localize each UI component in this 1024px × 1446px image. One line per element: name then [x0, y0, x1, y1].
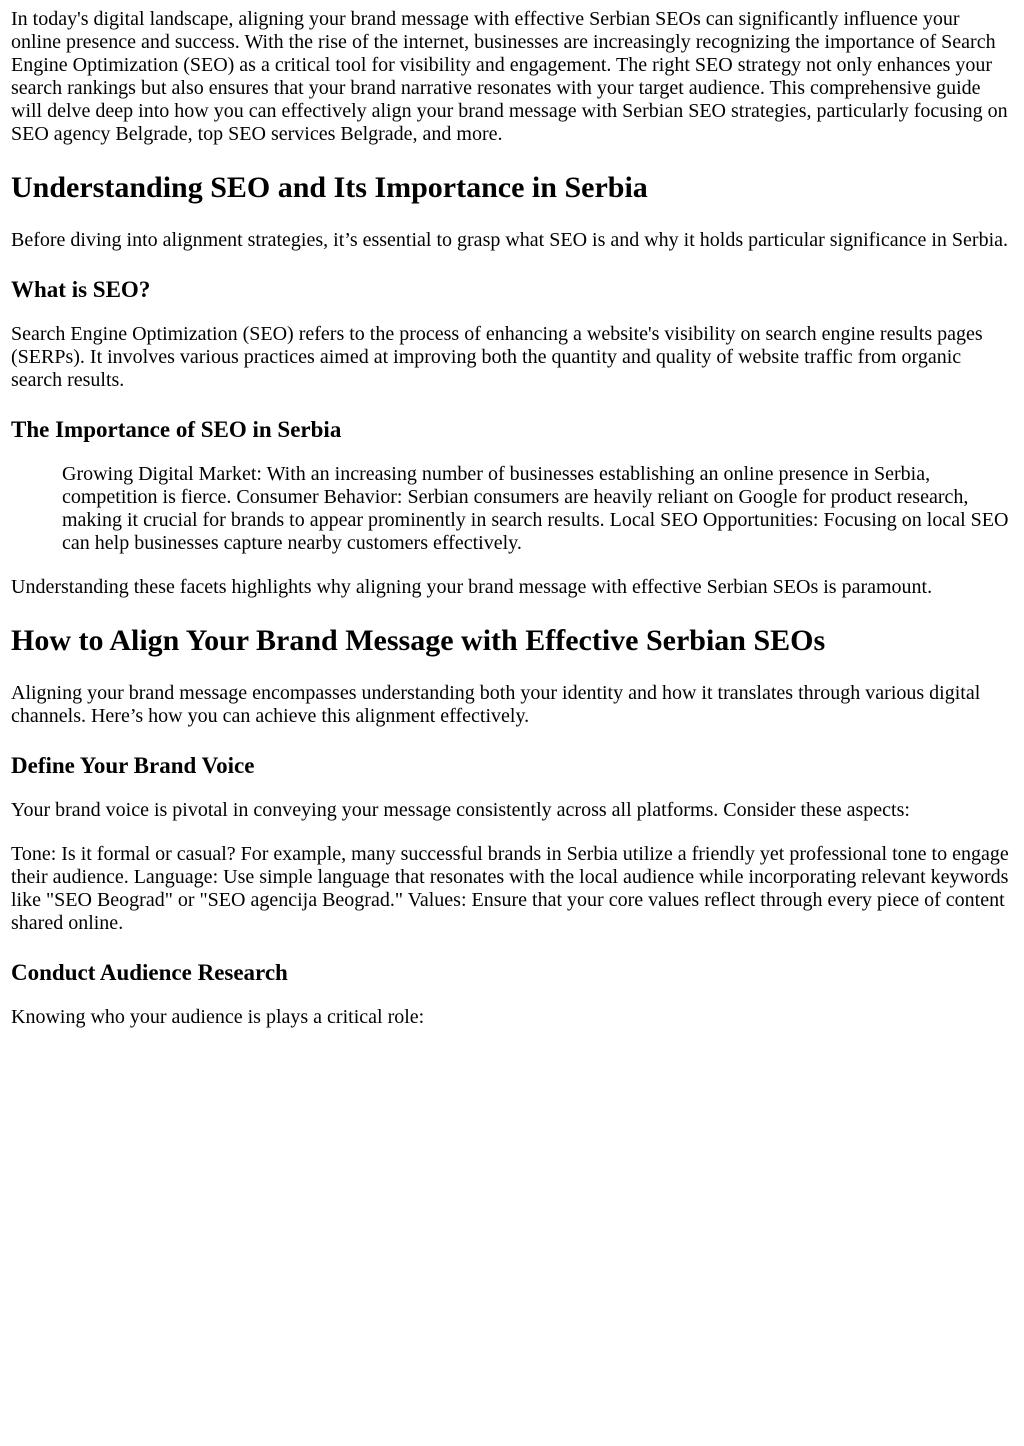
- intro-paragraph: In today's digital landscape, aligning your brand message with effective Serbian SEOs can significantly influence your online presence and success. With the rise of the internet, businesses are increasingly recognizing the importance of Search Engine Optimization (SEO) as a critical tool for visibility and engagement. The right SEO strategy not only enhances your search rankings but also ensures that your brand narrative resonates with your target audience. This comprehensive guide will delve deep into how you can effectively align your brand message with Serbian SEO strategies, particularly focusing on SEO agency Belgrade, top SEO services Belgrade, and more.: [11, 8, 1008, 145]
- subheading-what-is-seo: What is SEO?: [11, 277, 151, 302]
- align-intro-paragraph: Aligning your brand message encompasses understanding both your identity and how it translates through various digital channels. Here’s how you can achieve this alignment effectively.: [11, 682, 981, 727]
- brand-voice-details-paragraph: Tone: Is it formal or casual? For example, many successful brands in Serbia utilize a friendly yet professional tone to engage their audience. Language: Use simple language that resonates with the local audience while incorporating relevant keywords like "SEO Beograd" or "SEO agencija Beograd." Values: Ensure that your core values reflect through every piece of content shared online.: [11, 843, 1009, 934]
- importance-closing-paragraph: Understanding these facets highlights why aligning your brand message with effective Serbian SEOs is paramount.: [11, 576, 933, 598]
- section-intro-paragraph: Before diving into alignment strategies, it’s essential to grasp what SEO is and why it holds particular significance in Serbia.: [11, 229, 1009, 251]
- what-is-seo-paragraph: Search Engine Optimization (SEO) refers to the process of enhancing a website's visibility on search engine results pages (SERPs). It involves various practices aimed at improving both the quantity and quality of website traffic from organic search results.: [11, 323, 983, 391]
- audience-research-paragraph: Knowing who your audience is plays a critical role:: [11, 1006, 425, 1028]
- section-heading-seo-importance: Understanding SEO and Its Importance in Serbia: [11, 171, 648, 204]
- subheading-audience-research: Conduct Audience Research: [11, 960, 288, 985]
- importance-quote: Growing Digital Market: With an increasing number of businesses establishing an online presence in Serbia, competition is fierce. Consumer Behavior: Serbian consumers are heavily reliant on Google for product research, making it crucial for brands to appear prominently in search results. Local SEO Opportunities: Focusing on local SEO can help businesses capture nearby customers effectively.: [62, 463, 1009, 554]
- section-heading-align-brand: How to Align Your Brand Message with Effective Serbian SEOs: [11, 624, 826, 657]
- subheading-importance-serbia: The Importance of SEO in Serbia: [11, 417, 342, 442]
- subheading-brand-voice: Define Your Brand Voice: [11, 753, 255, 778]
- brand-voice-paragraph: Your brand voice is pivotal in conveying your message consistently across all platforms. Consider these aspects:: [11, 799, 910, 821]
